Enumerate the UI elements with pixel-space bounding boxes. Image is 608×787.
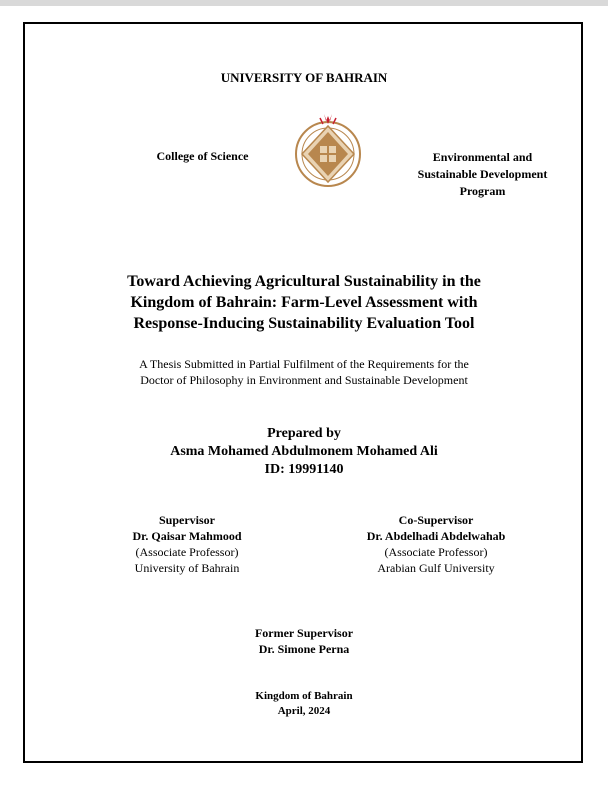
title-line-1: Toward Achieving Agricultural Sustainability in the: [127, 273, 481, 290]
supervisor-institution: University of Bahrain: [134, 561, 240, 575]
subtitle-line-2: Doctor of Philosophy in Environment and Sustainable Development: [140, 373, 468, 387]
co-supervisor-institution: Arabian Gulf University: [377, 561, 495, 575]
supervisor-title: (Associate Professor): [135, 545, 239, 559]
former-supervisor-block: [0, 625, 608, 657]
title-line-2: Kingdom of Bahrain: Farm-Level Assessment with: [130, 294, 478, 311]
supervisor-name: Dr. Qaisar Mahmood: [132, 529, 242, 543]
author-id: ID: 19991140: [264, 462, 344, 477]
program-line-3: Program: [459, 184, 506, 198]
co-supervisor-block: [331, 512, 541, 576]
college-name: College of Science: [156, 149, 249, 163]
co-supervisor-title: (Associate Professor): [384, 545, 488, 559]
footer-place: Kingdom of Bahrain: [255, 690, 353, 702]
program-name: [395, 149, 570, 200]
co-supervisor-name: Dr. Abdelhadi Abdelwahab: [366, 529, 506, 543]
author-name: Asma Mohamed Abdulmonem Mohamed Ali: [170, 444, 438, 459]
thesis-title: [60, 271, 548, 334]
program-line-1: Environmental and: [432, 150, 533, 164]
supervisor-block: [82, 512, 292, 576]
footer-block: [0, 689, 608, 719]
prepared-by-block: [0, 425, 608, 479]
top-bar: [0, 0, 608, 6]
footer-date: April, 2024: [277, 705, 331, 717]
subtitle-line-1: A Thesis Submitted in Partial Fulfilment of the Requirements for the: [139, 357, 469, 371]
title-line-3: Response-Inducing Sustainability Evaluation Tool: [133, 315, 475, 332]
co-supervisor-heading: Co-Supervisor: [398, 513, 474, 527]
thesis-subtitle: [60, 356, 548, 388]
supervisor-heading: Supervisor: [158, 513, 215, 527]
university-logo: [290, 112, 366, 188]
university-name: UNIVERSITY OF BAHRAIN: [220, 70, 388, 85]
former-supervisor-name: Dr. Simone Perna: [258, 642, 350, 656]
former-supervisor-heading: Former Supervisor: [254, 626, 354, 640]
program-line-2: Sustainable Development: [417, 167, 548, 181]
prepared-heading: Prepared by: [267, 426, 341, 441]
